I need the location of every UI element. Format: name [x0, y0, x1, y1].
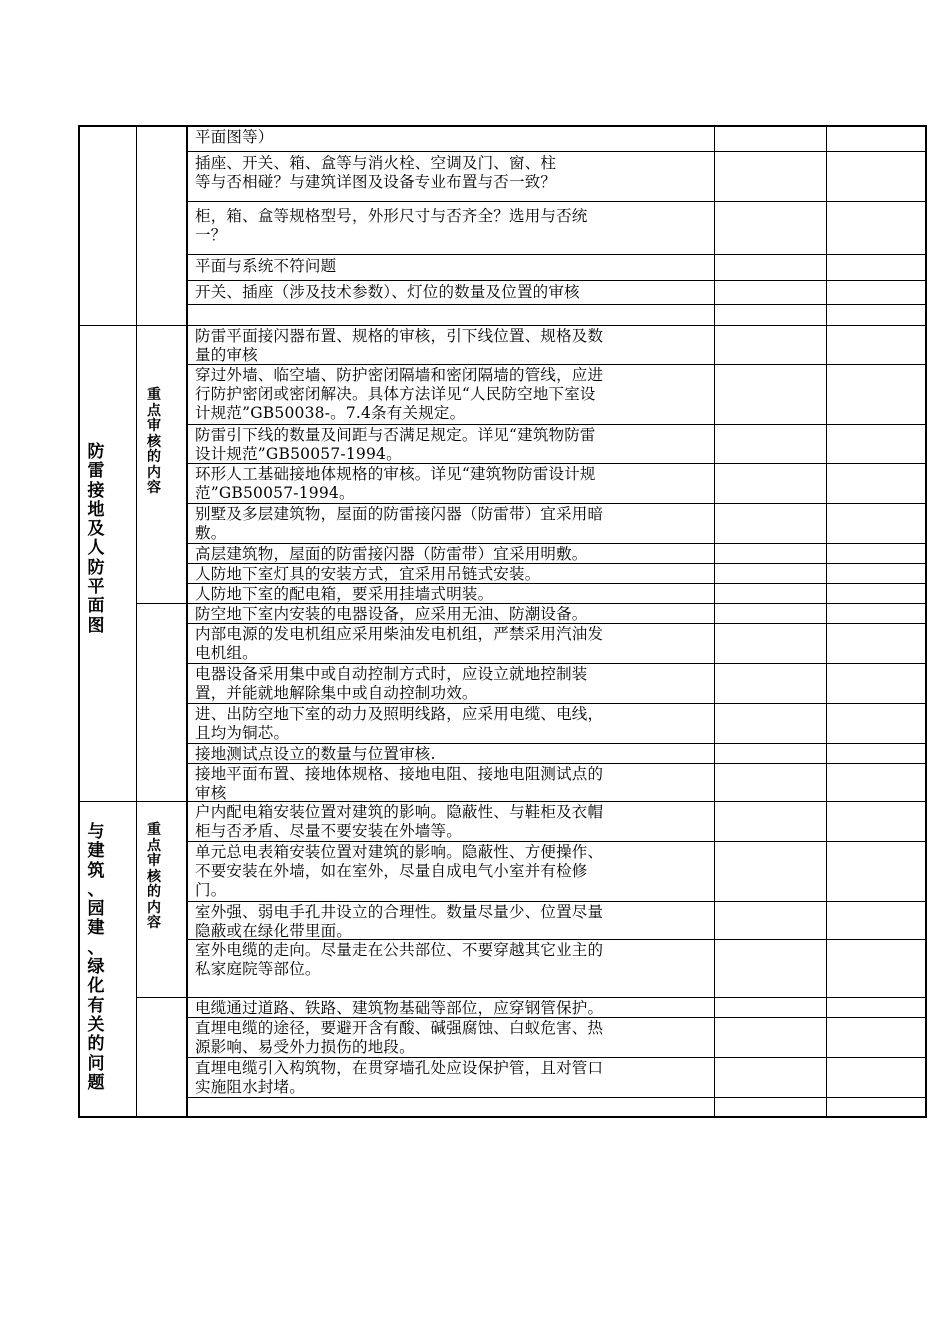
section-title-char: 筑: [87, 860, 105, 881]
row-divider: [186, 424, 927, 425]
row-text: 室外强、弱电手孔井设立的合理性。数量尽量少、位置尽量 隐蔽或在绿化带里面。: [195, 903, 604, 940]
section-title: [83, 823, 109, 1093]
section-subtitle-char: 核: [147, 433, 161, 450]
section-subtitle-char: 内: [147, 464, 161, 481]
section-title-char: 绿: [87, 957, 105, 978]
section-title-char: 人: [87, 538, 105, 559]
section-title-char: 及: [87, 519, 105, 540]
section-subtitle-char: 的: [147, 884, 161, 900]
row-divider: [186, 201, 927, 202]
section-title-char: 防: [87, 557, 105, 578]
section-title-char: 问: [87, 1053, 105, 1074]
row-text: 直埋电缆引入构筑物，在贯穿墙孔处应设保护管，且对管口 实施阻水封堵。: [195, 1059, 604, 1096]
row-text: 插座、开关、箱、盒等与消火栓、空调及门、窗、柱 等与否相碰？与建筑详图及设备专业布置与否一致？: [195, 154, 557, 191]
section-subtitle-char: 审: [147, 853, 161, 869]
table-border-right: [925, 125, 927, 1117]
section-subtitle: [144, 823, 164, 932]
section-title-char: 与: [87, 822, 105, 842]
section-title-char: 地: [87, 499, 105, 520]
section-subtitle-char: 核: [147, 868, 161, 885]
section-title-char: 、: [87, 879, 105, 900]
row-text: 接地平面布置、接地体规格、接地电阻、接地电阻测试点的 审核: [195, 765, 604, 802]
section-title-char: 化: [87, 976, 105, 997]
section-title-char: 建: [87, 841, 105, 862]
row-divider: [78, 125, 927, 127]
section-subtitle-char: 重: [147, 822, 161, 838]
subtitle-divider: [136, 997, 186, 998]
row-text: 平面图等）: [195, 128, 274, 146]
row-divider: [186, 743, 927, 744]
section-subtitle-char: 点: [147, 402, 161, 419]
section-subtitle-char: 容: [147, 480, 161, 496]
section-title-char: 雷: [87, 461, 105, 482]
row-text: 进、出防空地下室的动力及照明线路，应采用电缆、电线， 且均为铜芯。: [195, 705, 604, 742]
row-divider: [186, 503, 927, 504]
row-divider: [78, 325, 927, 326]
column-divider-3: [714, 125, 715, 1116]
row-divider: [186, 304, 927, 305]
row-divider: [186, 1097, 927, 1098]
section-title-char: 防: [87, 442, 105, 462]
row-text: 防雷引下线的数量及间距与否满足规定。详见“建筑物防雷 设计规范”GB50057-1994。: [195, 426, 596, 463]
section-title: [83, 443, 109, 636]
column-divider-subtitle: [136, 125, 137, 1116]
section-subtitle-char: 内: [147, 899, 161, 916]
row-divider: [186, 841, 927, 842]
column-divider-content: [186, 125, 188, 1116]
row-text: 单元总电表箱安装位置对建筑的影响。隐蔽性、方便操作、 不要安装在外墙，如在室外，尽量自成电气小室并有检修 门。: [195, 843, 604, 899]
section-title-char: 题: [87, 1072, 105, 1093]
section-subtitle-char: 重: [147, 387, 161, 403]
section-title-char: 有: [87, 995, 105, 1016]
section-title-char: 平: [87, 577, 105, 598]
row-text: 开关、插座（涉及技术参数）、灯位的数量及位置的审核: [195, 283, 580, 301]
section-subtitle-char: 审: [147, 418, 161, 434]
row-text: 内部电源的发电机组应采用柴油发电机组，严禁采用汽油发 电机组。: [195, 625, 604, 662]
subtitle-divider: [136, 603, 186, 604]
column-divider-4: [826, 125, 827, 1116]
row-text: 防空地下室内安装的电器设备，应采用无油、防潮设备。: [195, 605, 588, 623]
row-text: 别墅及多层建筑物，屋面的防雷接闪器（防雷带）宜采用暗 敷。: [195, 505, 604, 542]
row-divider: [186, 703, 927, 704]
row-text: 直埋电缆的途径，要避开含有酸、碱强腐蚀、白蚁危害、热 源影响、易受外力损伤的地段。: [195, 1019, 604, 1056]
row-divider: [186, 1057, 927, 1058]
section-title-char: 、: [87, 937, 105, 958]
row-divider: [186, 151, 927, 152]
row-divider: [186, 280, 927, 281]
section-title-char: 关: [87, 1014, 105, 1035]
row-text: 室外电缆的走向。尽量走在公共部位、不要穿越其它业主的 私家庭院等部位。: [195, 941, 604, 978]
row-divider: [186, 663, 927, 664]
row-text: 高层建筑物，屋面的防雷接闪器（防雷带）宜采用明敷。: [195, 545, 588, 563]
row-divider: [78, 1116, 927, 1118]
table-border-left: [78, 125, 80, 1116]
section-title-char: 建: [87, 918, 105, 939]
section-subtitle-char: 容: [147, 915, 161, 931]
row-text: 环形人工基础接地体规格的审核。详见“建筑物防雷设计规 范”GB50057-1994。: [195, 465, 596, 502]
row-text: 平面与系统不符问题: [195, 257, 337, 275]
row-text: 穿过外墙、临空墙、防护密闭隔墙和密闭隔墙的管线，应进 行防护密闭或密闭解决。具体方法详见“人民防空地下室设 计规范”GB50038-。7.4条有关规定。: [195, 366, 604, 422]
section-subtitle: [144, 388, 164, 497]
row-text: 人防地下室的配电箱，要采用挂墙式明装。: [195, 585, 494, 603]
row-text: 户内配电箱安装位置对建筑的影响。隐蔽性、与鞋柜及衣帽 柜与否矛盾、尽量不要安装在外墙等。: [195, 803, 604, 840]
row-text: 电器设备采用集中或自动控制方式时，应设立就地控制装 置，并能就地解除集中或自动控制功效。: [195, 665, 588, 702]
row-divider: [186, 254, 927, 255]
section-title-char: 面: [87, 596, 105, 617]
row-text: 柜，箱、盒等规格型号，外形尺寸与否齐全？选用与否统 一？: [195, 207, 588, 244]
row-divider: [186, 543, 927, 544]
row-text: 接地测试点设立的数量与位置审核.: [195, 745, 436, 763]
section-title-char: 图: [87, 615, 105, 636]
row-text: 防雷平面接闪器布置、规格的审核，引下线位置、规格及数 量的审核: [195, 327, 604, 364]
row-text: 人防地下室灯具的安装方式，宜采用吊链式安装。: [195, 565, 541, 583]
section-title-char: 园: [87, 899, 105, 920]
section-title-char: 的: [87, 1034, 105, 1055]
row-text: 电缆通过道路、铁路、建筑物基础等部位，应穿钢管保护。: [195, 999, 604, 1017]
section-subtitle-char: 的: [147, 449, 161, 465]
row-divider: [186, 901, 927, 902]
section-title-char: 接: [87, 480, 105, 501]
row-divider: [186, 997, 927, 998]
section-subtitle-char: 点: [147, 837, 161, 854]
